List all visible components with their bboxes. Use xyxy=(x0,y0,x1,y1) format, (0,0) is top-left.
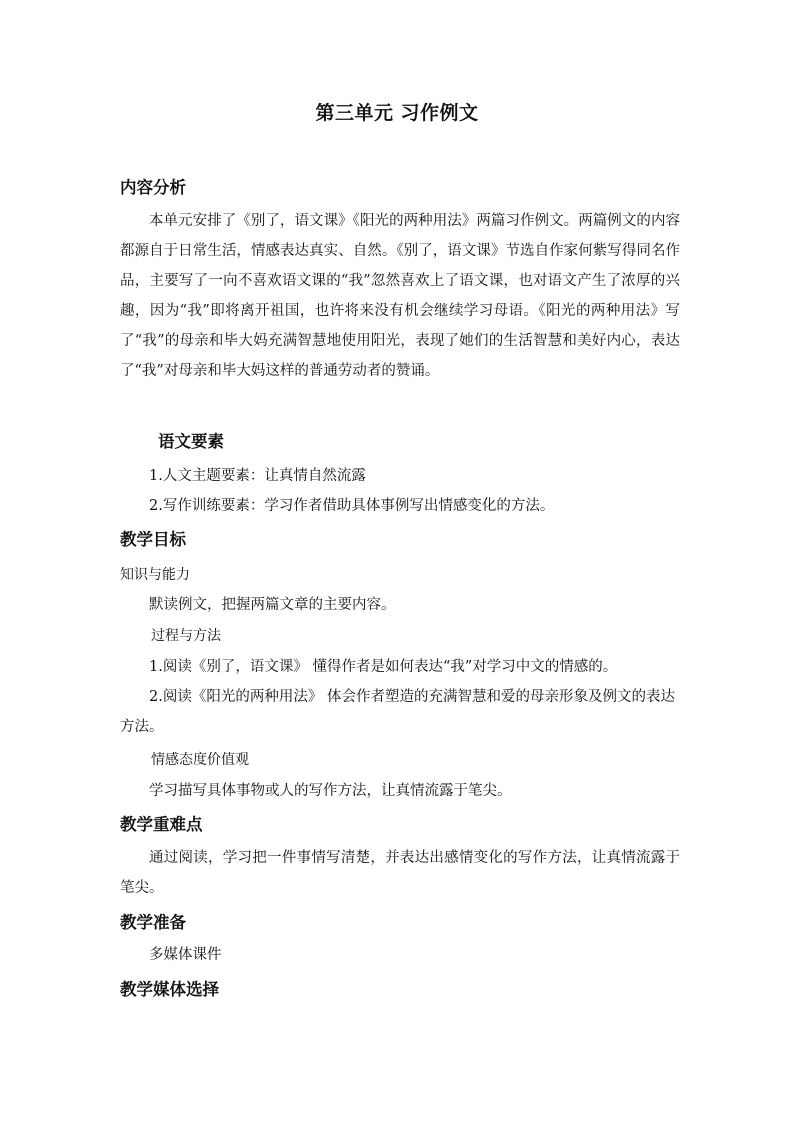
key-points-paragraph: 通过阅读，学习把一件事情写清楚，并表达出感情变化的写作方法，让真情流露于笔尖。 xyxy=(120,850,680,896)
process-item-1: 1.阅读《别了，语文课》 懂得作者是如何表达“我”对学习中文的情感的。 xyxy=(149,659,618,675)
attitude-text: 学习描写具体事物或人的写作方法，让真情流露于笔尖。 xyxy=(149,783,512,799)
heading-teaching-goals: 教学目标 xyxy=(120,530,186,549)
subheading-knowledge: 知识与能力 xyxy=(120,567,190,583)
knowledge-text: 默读例文，把握两篇文章的主要内容。 xyxy=(149,597,396,613)
content-analysis-paragraph: 本单元安排了《别了，语文课》《阳光的两种用法》两篇习作例文。两篇例文的内容都源自于日常生活，情感表达真实、自然。《别了，语文课》节选自作家何紫写得同名作品，主要写了一向不喜欢语文课的“我”忽然喜欢上了语文课，也对语文产生了浓厚的兴趣，因为“我”即将离开祖国，也许将来没有机会继续学习母语。《阳光的两种用法》写了“我”的母亲和毕大妈充满智慧地使用阳光，表现了她们的生活智慧和美好内心，表达了“我”对母亲和毕大妈这样的普通劳动者的赞诵。 xyxy=(120,213,680,379)
subheading-attitude: 情感态度价值观 xyxy=(151,752,249,768)
heading-key-points: 教学重难点 xyxy=(120,815,203,834)
heading-preparation: 教学准备 xyxy=(120,913,186,932)
heading-language-elements: 语文要素 xyxy=(158,432,224,451)
subheading-process: 过程与方法 xyxy=(151,628,221,644)
process-item-2: 2.阅读《阳光的两种用法》 体会作者塑造的充满智慧和爱的母亲形象及例文的表达方法。 xyxy=(120,689,675,735)
heading-content-analysis: 内容分析 xyxy=(120,178,186,197)
page-title: 第三单元 习作例文 xyxy=(315,102,479,124)
heading-media: 教学媒体选择 xyxy=(120,980,219,999)
language-element-item-2: 2.写作训练要素：学习作者借助具体事例写出情感变化的方法。 xyxy=(149,498,555,514)
language-element-item-1: 1.人文主题要素：让真情自然流露 xyxy=(149,468,366,484)
preparation-text: 多媒体课件 xyxy=(149,947,222,963)
